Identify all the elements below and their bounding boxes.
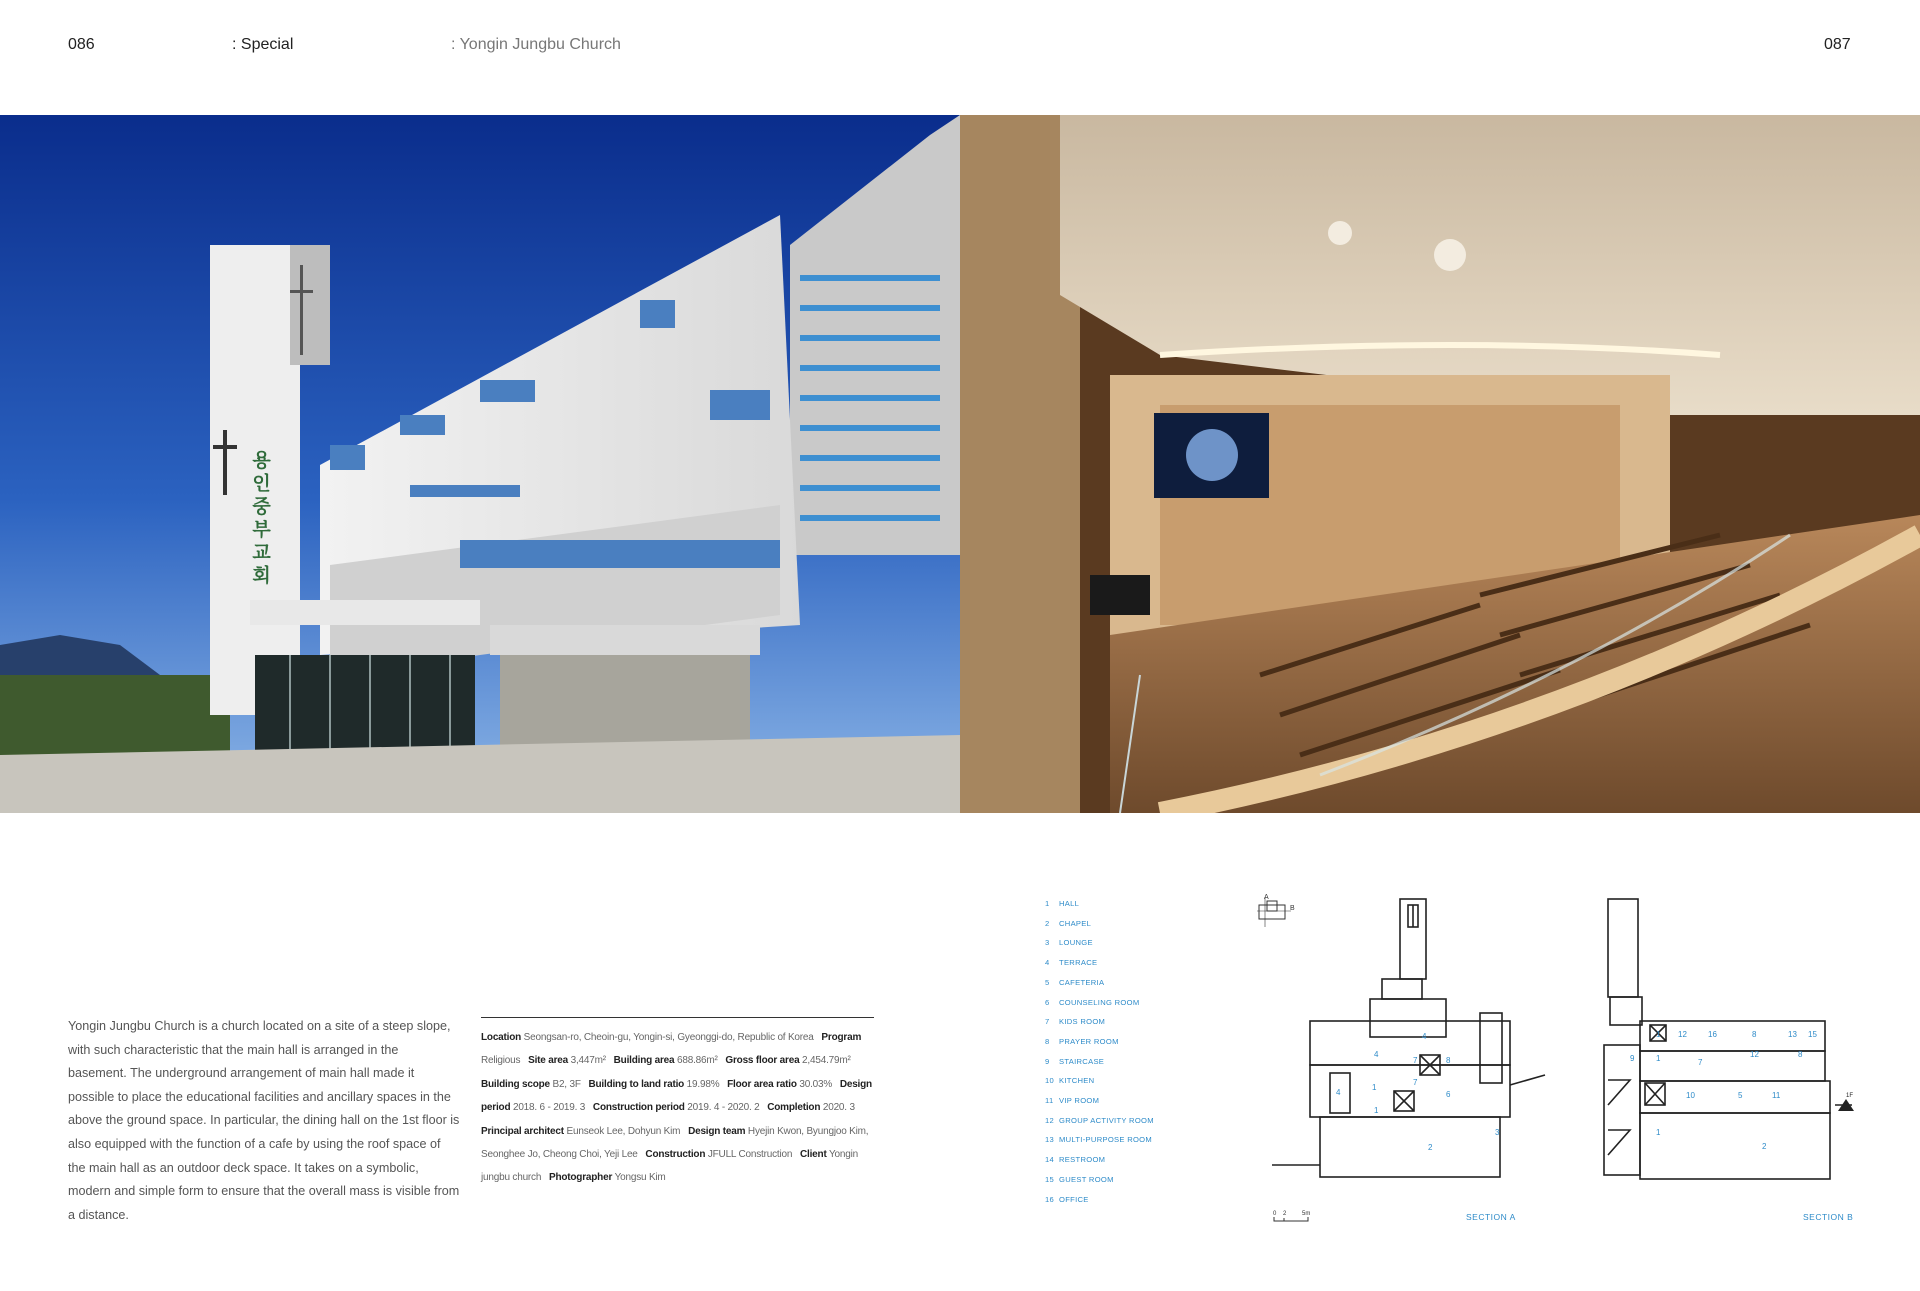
section-b-room: 10 — [1686, 1091, 1695, 1100]
credit-label: Construction period — [592, 1102, 685, 1114]
scale-bar — [1272, 1205, 1322, 1225]
legend-number: 5 — [1045, 977, 1050, 987]
legend-number: 4 — [1045, 958, 1050, 968]
credit-item — [593, 1102, 760, 1113]
credit-item — [481, 1126, 680, 1137]
credit-label: Completion — [767, 1102, 821, 1114]
credit-label: Design period — [481, 1078, 872, 1114]
credit-label: Building scope — [481, 1078, 550, 1090]
section-b-room: 7 — [1698, 1058, 1703, 1067]
credit-value: 19.98% — [686, 1078, 720, 1090]
section-a-room: 4 — [1422, 1032, 1427, 1041]
scale-label: 0 — [1273, 1211, 1277, 1217]
section-b-room: 1 — [1656, 1030, 1661, 1039]
legend-item — [1045, 953, 1154, 973]
section-a-room: 8 — [1446, 1056, 1451, 1065]
legend-item — [1045, 933, 1154, 953]
section-b-room: 12 — [1750, 1050, 1759, 1059]
legend-item — [1045, 1111, 1154, 1131]
project-credits — [481, 1017, 874, 1190]
legend-number: 8 — [1045, 1036, 1050, 1046]
legend-number: 16 — [1045, 1194, 1055, 1204]
legend-name: VIP ROOM — [1059, 1096, 1100, 1106]
credit-item — [588, 1079, 719, 1090]
legend-item — [1045, 1091, 1154, 1111]
legend-name: CHAPEL — [1059, 918, 1092, 928]
credit-label: Construction — [645, 1149, 706, 1161]
intro-paragraph: Yongin Jungbu Church is a church located on a site of a steep slope, with such characteristic that the main hall is arranged in the basement. The underground arrangement of main hall made it possible to place the educational facilities and ancillary spaces in the above the ground space. In particular, the dining hall on the 1st floor is also equipped with the function of a cafe by using the roof space of the main hall as an outdoor deck space. It takes on a symbolic, modern and simple form to ensure that the overall mass is visible from a distance. — [68, 1019, 460, 1222]
key-plan-label-b: B — [1290, 905, 1295, 912]
credit-label: Floor area ratio — [727, 1078, 797, 1090]
section-b-room: 15 — [1808, 1030, 1817, 1039]
legend-number: 2 — [1045, 918, 1050, 928]
legend-item — [1045, 993, 1154, 1013]
section-b-room: 13 — [1788, 1030, 1797, 1039]
legend-number: 13 — [1045, 1135, 1055, 1145]
credit-label: Building to land ratio — [588, 1078, 685, 1090]
credit-item — [725, 1055, 850, 1066]
project-title: : Yongin Jungbu Church — [451, 36, 621, 53]
section-a-room: 7 — [1413, 1078, 1418, 1087]
legend-number: 9 — [1045, 1056, 1050, 1066]
legend-number: 3 — [1045, 938, 1050, 948]
section-b-drawing — [1590, 895, 1860, 1190]
section-b-room: 8 — [1798, 1050, 1803, 1059]
legend-name: GUEST ROOM — [1059, 1174, 1114, 1184]
credit-value: Hyejin Kwon, Byungjoo Kim, Seonghee Jo, Cheong Choi, Yeji Lee — [481, 1125, 869, 1161]
legend-number: 10 — [1045, 1076, 1055, 1086]
credit-value: Yongin jungbu church — [481, 1149, 859, 1184]
credit-label: Photographer — [548, 1172, 613, 1184]
section-a-room: 6 — [1446, 1090, 1451, 1099]
legend-item — [1045, 894, 1154, 914]
legend-item — [1045, 1150, 1154, 1170]
credit-value: JFULL Construction — [707, 1149, 793, 1161]
interior-photo — [960, 115, 1920, 813]
legend-name: PRAYER ROOM — [1059, 1036, 1119, 1046]
church-signage: 용인중부교회 — [249, 450, 271, 588]
legend-item — [1045, 973, 1154, 993]
exterior-photo — [0, 115, 960, 813]
legend-name: TERRACE — [1059, 958, 1098, 968]
section-b-room: 2 — [1762, 1142, 1767, 1151]
credit-item — [528, 1055, 606, 1066]
section-a-room: 4 — [1374, 1050, 1379, 1059]
scale-label: 5m — [1302, 1211, 1311, 1217]
legend-name: KITCHEN — [1059, 1076, 1095, 1086]
legend-item — [1045, 1190, 1154, 1210]
section-a-room: 3 — [1495, 1128, 1500, 1137]
section-b-room: 16 — [1708, 1030, 1717, 1039]
credit-item — [614, 1055, 718, 1066]
legend-item — [1045, 1071, 1154, 1091]
section-a-drawing — [1270, 895, 1560, 1190]
credit-value: 30.03% — [799, 1078, 833, 1090]
credit-value: B2, 3F — [552, 1078, 581, 1090]
legend-name: LOUNGE — [1059, 938, 1093, 948]
level-mark: 1F — [1846, 1093, 1854, 1099]
credit-label: Design team — [688, 1125, 746, 1137]
room-legend — [1045, 894, 1154, 1209]
credit-value: Eunseok Lee, Dohyun Kim — [566, 1125, 681, 1137]
section-b-room: 8 — [1752, 1030, 1757, 1039]
section-a-caption: SECTION A — [1466, 1212, 1516, 1222]
section-a-room: 7 — [1413, 1056, 1418, 1065]
credit-item — [481, 1032, 814, 1043]
section-a-room: 1 — [1374, 1106, 1379, 1115]
legend-name: GROUP ACTIVITY ROOM — [1059, 1115, 1154, 1125]
legend-name: MULTI-PURPOSE ROOM — [1059, 1135, 1153, 1145]
section-a-room: 2 — [1428, 1143, 1433, 1152]
credit-label: Gross floor area — [725, 1055, 800, 1067]
credit-value: 2018. 6 - 2019. 3 — [512, 1102, 586, 1114]
credit-value: 2020. 3 — [822, 1102, 855, 1114]
section-label: : Special — [232, 36, 294, 53]
legend-number: 1 — [1045, 899, 1050, 908]
credit-value: Seongsan-ro, Cheoin-gu, Yongin-si, Gyeonggi-do, Republic of Korea — [523, 1032, 814, 1043]
section-a-room: 1 — [1372, 1083, 1377, 1092]
credit-value: Yongsu Kim — [614, 1172, 666, 1184]
credit-value: 3,447m² — [570, 1055, 606, 1067]
section-a-room: 4 — [1336, 1088, 1341, 1097]
credit-label: Principal architect — [481, 1125, 564, 1137]
credit-item — [549, 1172, 666, 1183]
credit-value: 688.86m² — [676, 1055, 718, 1067]
legend-number: 14 — [1045, 1155, 1055, 1165]
section-b-room: 5 — [1738, 1091, 1743, 1100]
legend-item — [1045, 1052, 1154, 1072]
credit-label: Location — [481, 1032, 522, 1043]
legend-number: 11 — [1045, 1096, 1054, 1106]
section-b-room: 12 — [1678, 1030, 1687, 1039]
credit-label: Program — [821, 1032, 862, 1043]
credit-item — [481, 1079, 581, 1090]
legend-number: 7 — [1045, 1017, 1050, 1027]
legend-name: STAIRCASE — [1059, 1056, 1105, 1066]
credit-value: 2019. 4 - 2020. 2 — [687, 1102, 760, 1114]
legend-item — [1045, 1130, 1154, 1150]
legend-number: 12 — [1045, 1115, 1055, 1125]
section-b-room: 9 — [1630, 1054, 1635, 1063]
legend-name: OFFICE — [1059, 1194, 1089, 1204]
credit-value: 2,454.79m² — [802, 1055, 851, 1067]
credit-item — [645, 1149, 792, 1160]
legend-name: COUNSELING ROOM — [1059, 997, 1140, 1007]
credit-item — [727, 1079, 832, 1090]
page-number-right: 087 — [1824, 36, 1851, 53]
page-number-left: 086 — [68, 36, 95, 53]
legend-item — [1045, 1170, 1154, 1190]
credit-label: Site area — [528, 1055, 568, 1067]
credit-label: Building area — [613, 1055, 675, 1067]
legend-number: 15 — [1045, 1174, 1055, 1184]
section-b-room: 1 — [1656, 1128, 1661, 1137]
legend-number: 6 — [1045, 997, 1050, 1007]
credit-label: Client — [800, 1149, 827, 1161]
legend-item — [1045, 914, 1154, 934]
key-plan-label-a: A — [1264, 894, 1269, 901]
legend-name: KIDS ROOM — [1059, 1017, 1106, 1027]
legend-name: CAFETERIA — [1059, 977, 1105, 987]
legend-name: HALL — [1059, 899, 1080, 908]
section-b-room: 11 — [1772, 1091, 1781, 1100]
section-b-caption: SECTION B — [1803, 1212, 1854, 1222]
legend-item — [1045, 1032, 1154, 1052]
legend-item — [1045, 1012, 1154, 1032]
scale-label: 2 — [1283, 1211, 1287, 1217]
credit-item — [767, 1102, 855, 1113]
legend-name: RESTROOM — [1059, 1155, 1106, 1165]
section-b-room: 1 — [1656, 1054, 1661, 1063]
credit-value: Religious — [481, 1055, 521, 1067]
